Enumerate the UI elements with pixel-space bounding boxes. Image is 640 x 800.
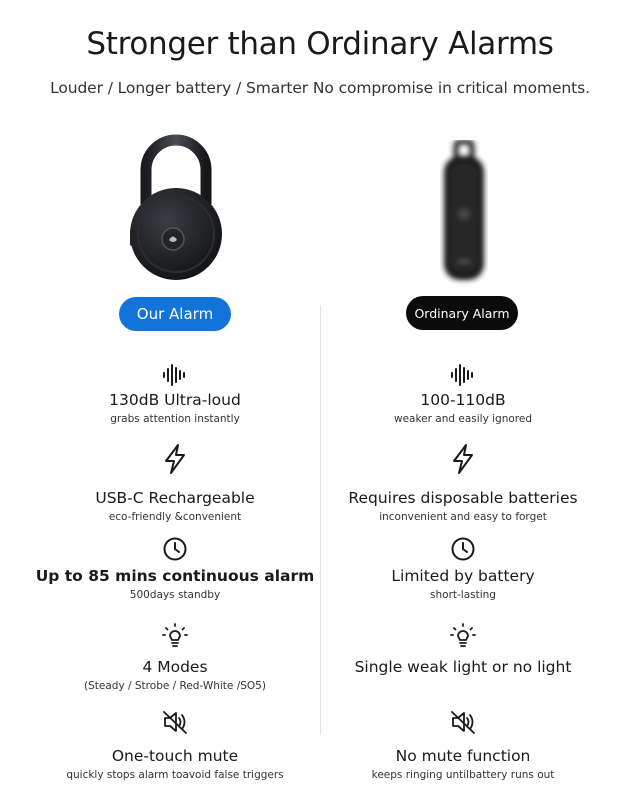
feature-light-modes [303,622,623,679]
feature-title: 4 Modes [142,658,208,676]
padlock-alarm-image [124,132,228,282]
feature-title: Limited by battery [391,567,535,585]
feature-duration [15,536,335,602]
clock-icon [450,536,476,562]
keychain-alarm-image [430,140,500,290]
feature-title: Requires disposable batteries [348,489,578,507]
feature-mute [303,709,623,782]
light-bulb-icon [161,622,189,650]
feature-subtitle: 500days standby [129,589,221,601]
feature-subtitle: short-lasting [430,589,496,601]
sound-wave-icon [450,364,476,386]
feature-subtitle: quickly stops alarm toavoid false triggers [66,769,284,781]
clock-icon [162,536,188,562]
feature-light-modes [15,622,335,693]
our-alarm-label: Our Alarm [119,297,231,331]
ordinary-alarm-label: Ordinary Alarm [406,296,518,330]
lightning-bolt-icon [450,443,476,475]
feature-title: 130dB Ultra-loud [109,391,241,409]
feature-title: USB-C Rechargeable [95,489,255,507]
feature-title: Single weak light or no light [354,658,572,676]
feature-subtitle: (Steady / Strobe / Red-White /SO5) [84,680,266,692]
feature-subtitle: grabs attention instantly [110,413,240,425]
sound-wave-icon [162,364,188,386]
lightning-bolt-icon [162,443,188,475]
feature-duration [303,536,623,602]
feature-charging [303,443,623,524]
speaker-mute-icon [161,709,189,735]
feature-subtitle: inconvenient and easy to forget [379,511,547,523]
feature-mute [15,709,335,782]
feature-volume [15,364,335,426]
feature-volume [303,364,623,426]
speaker-mute-icon [449,709,477,735]
feature-title: Up to 85 mins continuous alarm [35,567,315,585]
feature-title: No mute function [395,747,531,765]
page-subtitle: Louder / Longer battery / Smarter No compromise in critical moments. [50,79,590,97]
feature-charging [15,443,335,524]
feature-title: One-touch mute [111,747,239,765]
light-bulb-icon [449,622,477,650]
feature-subtitle: weaker and easily ignored [393,413,533,425]
feature-subtitle: keeps ringing untilbattery runs out [371,769,555,781]
page-title: Stronger than Ordinary Alarms [86,26,554,62]
feature-subtitle: eco-friendly &convenient [108,511,242,523]
feature-title: 100-110dB [420,391,506,409]
